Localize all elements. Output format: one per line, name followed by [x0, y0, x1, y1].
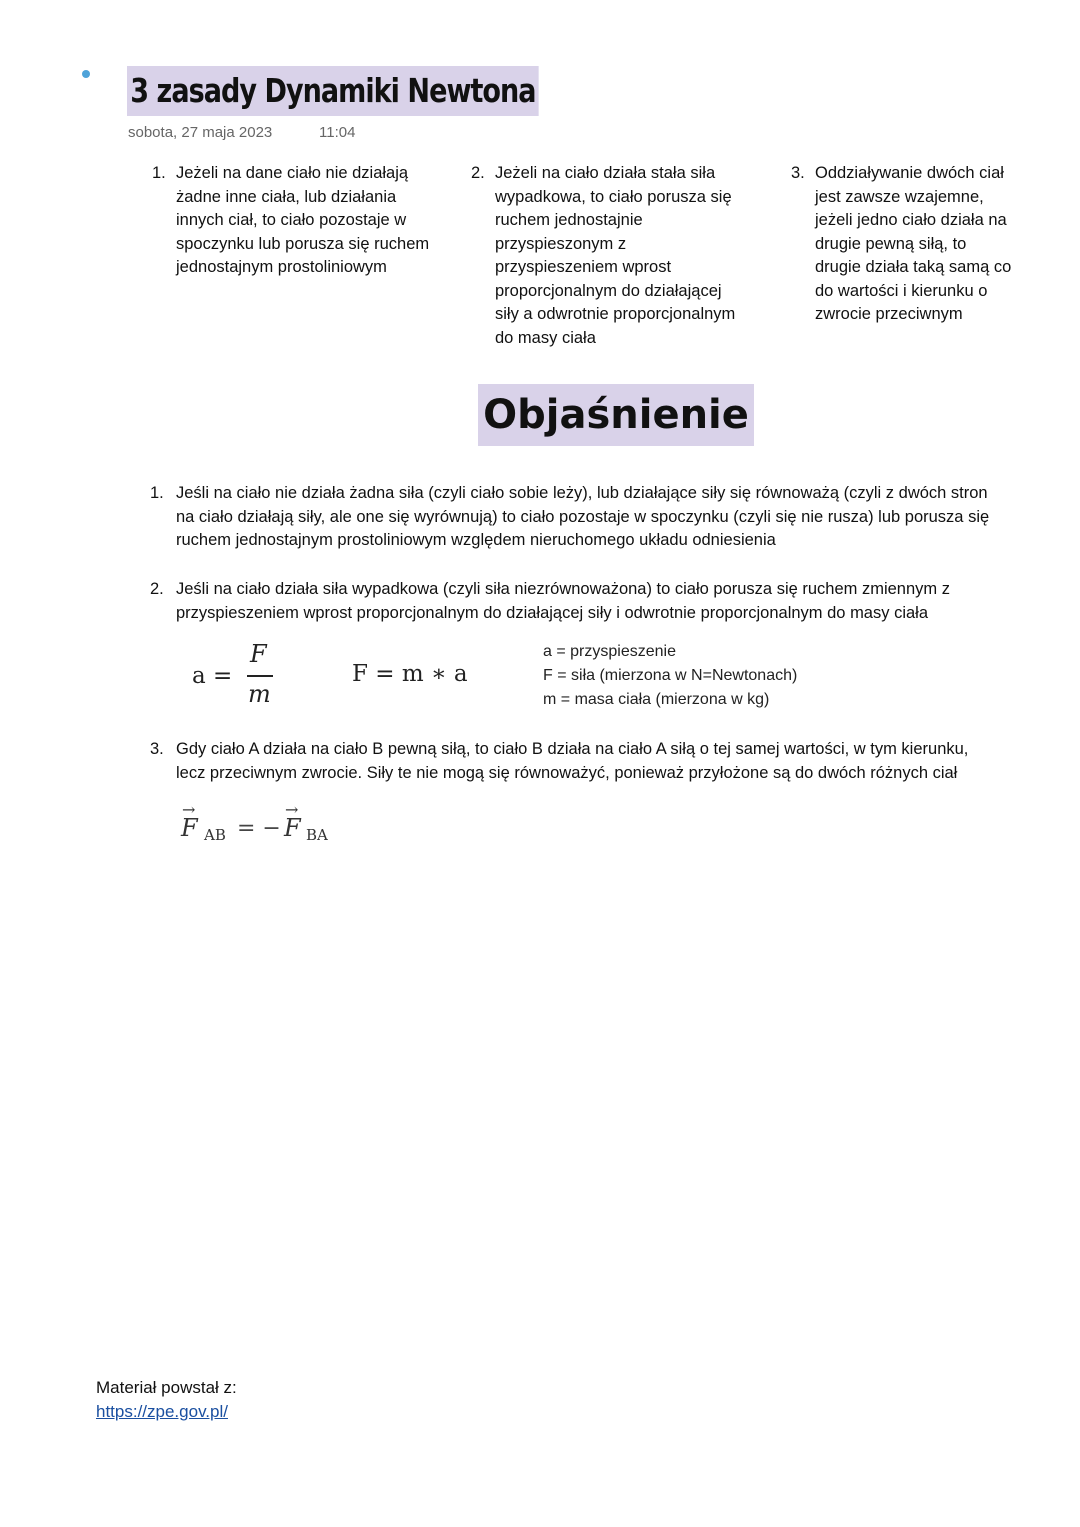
- vector-f-ab-symbol: F: [181, 814, 198, 842]
- explanation-line: ruchem jednostajnym prostoliniowym względem nieruchomego układu odniesienia: [176, 531, 776, 549]
- explanation-item-2: [150, 578, 950, 625]
- bullet-dot-icon: [82, 70, 90, 78]
- law-number: 3.: [791, 164, 805, 182]
- page-date: sobota, 27 maja 2023: [128, 124, 273, 141]
- vector-arrow-icon: →: [285, 800, 299, 819]
- law-line: spoczynku lub porusza się ruchem: [176, 234, 430, 253]
- explanation-line: Jeśli na ciało nie działa żadna siła (czyli ciało sobie leży), lub działające siły się równoważą (czyli z dwóch stron: [176, 484, 988, 502]
- explanation-number: 3.: [150, 740, 164, 758]
- explanation-line: na ciało działają siły, ale one się wyrównują) to ciało pozostaje w spoczynku (czyli się nie rusza) lub porusza się: [176, 507, 990, 526]
- vector-f-ba-subscript: BA: [306, 826, 328, 844]
- law-line: do masy ciała: [495, 328, 596, 347]
- law-line: jednostajnym prostoliniowym: [176, 258, 387, 276]
- law-line: zwrocie przeciwnym: [815, 305, 963, 323]
- explanation-line: Jeśli na ciało działa siła wypadkowa (czyli siła niezrównoważona) to ciało porusza się ruchem zmiennym z: [176, 580, 950, 598]
- law-line: innych ciał, to ciało pozostaje w: [176, 211, 407, 229]
- footer-label: Materiał powstał z:: [96, 1378, 237, 1397]
- vector-arrow-icon: →: [182, 800, 196, 819]
- law-line: Jeżeli na dane ciało nie działają: [176, 164, 409, 182]
- law-line: przyspieszeniem wprost: [495, 258, 672, 276]
- vector-f-ab-subscript: AB: [204, 826, 226, 844]
- formula-numerator: F: [250, 640, 267, 668]
- law-number: 1.: [152, 164, 166, 182]
- formula-newton2: F = m ∗ a: [352, 661, 468, 687]
- explanation-number: 1.: [150, 484, 164, 502]
- law-line: jest zawsze wzajemne,: [815, 187, 984, 206]
- law-line: przyspieszonym z: [495, 234, 627, 253]
- law-3: [791, 162, 1012, 327]
- explanation-line: Gdy ciało A działa na ciało B pewną siłą, to ciało B działa na ciało A siłą o tej samej wartości, w tym kierunku,: [176, 740, 969, 758]
- page-title: 3 zasady Dynamiki Newtona: [127, 66, 539, 116]
- law-line: ruchem jednostajnie: [495, 211, 643, 229]
- law-2: [471, 162, 736, 350]
- explanation-line: przyspieszeniem wprost proporcjonalnym do działającej siły i odwrotnie proporcjonalnym do masy ciała: [176, 603, 929, 622]
- legend-force: F = siła (mierzona w N=Newtonach): [543, 667, 798, 684]
- explanation-item-1: [150, 482, 990, 553]
- explanation-number: 2.: [150, 580, 164, 598]
- law-line: drugie pewną siłą, to: [815, 234, 967, 253]
- law-line: siły a odwrotnie proporcjonalnym: [495, 305, 736, 323]
- law-line: żadne inne ciała, lub działania: [176, 187, 397, 206]
- legend-acceleration: a = przyspieszenie: [543, 643, 676, 660]
- law-number: 2.: [471, 164, 485, 182]
- vector-f-ba: [284, 800, 301, 842]
- legend-mass: m = masa ciała (mierzona w kg): [543, 691, 770, 708]
- law-line: drugie działa taką samą co: [815, 258, 1012, 276]
- explanation-item-3: [150, 738, 969, 785]
- page-time: 11:04: [319, 124, 356, 141]
- law-line: proporcjonalnym do działającej: [495, 281, 722, 300]
- explanation-heading: Objaśnienie: [478, 384, 754, 446]
- vector-f-ab: [181, 800, 198, 842]
- vector-f-ba-symbol: F: [284, 814, 301, 842]
- fraction-bar: [247, 675, 273, 677]
- footer-source-link[interactable]: https://zpe.gov.pl/: [96, 1402, 228, 1421]
- law-line: Jeżeli na ciało działa stała siła: [495, 164, 716, 182]
- law-line: Oddziaływanie dwóch ciał: [815, 164, 1004, 182]
- law-line: wypadkowa, to ciało porusza się: [495, 187, 732, 206]
- law-line: do wartości i kierunku o: [815, 281, 988, 300]
- formula-denominator: m: [248, 680, 271, 708]
- law-1: [152, 162, 430, 280]
- law-line: jeżeli jedno ciało działa na: [815, 211, 1007, 229]
- formula-equals-minus: = −: [237, 816, 281, 841]
- explanation-line: lecz przeciwnym zwrocie. Siły te nie mogą się równoważyć, ponieważ przyłożone są do dwóch różnych ciał: [176, 763, 958, 782]
- formula-a-lhs: a =: [192, 663, 233, 689]
